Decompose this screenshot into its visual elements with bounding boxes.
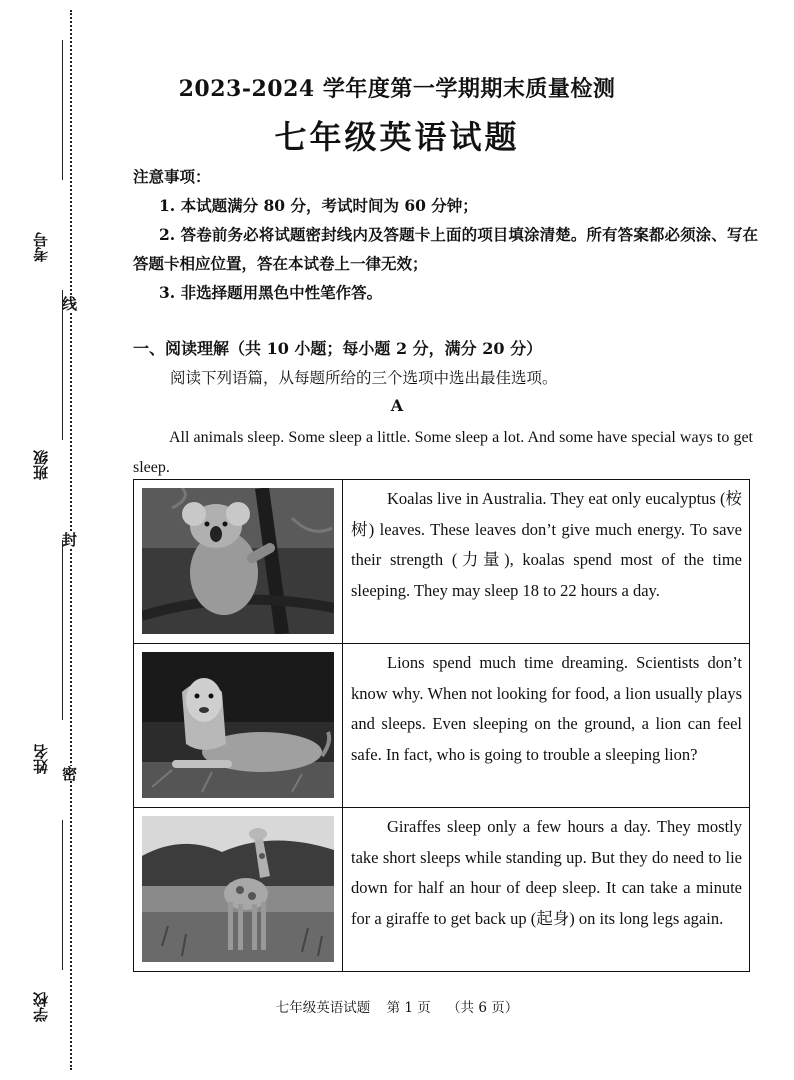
animal-table xyxy=(133,479,750,972)
giraffe-paragraph: Giraffes sleep only a few hours a day. They mostly take short sleeps while standing up. But they do need to lie down for half an hour of deep sleep. It can take a minute for a giraffe to get back up (起身) on its long legs again. xyxy=(351,817,742,928)
notes-item-1: 1. 本试题满分 80 分，考试时间为 60 分钟； xyxy=(159,196,478,215)
school-label: 学校 xyxy=(32,992,50,1022)
table-row xyxy=(134,808,750,972)
school-underline xyxy=(62,820,63,970)
giraffe-photo-cell xyxy=(134,808,343,972)
exam-title-line1: 2023-2024 学年度第一学期期末质量检测 xyxy=(178,76,616,102)
name-label: 姓名 xyxy=(32,744,50,774)
giraffe-text-cell xyxy=(343,808,750,972)
class-underline xyxy=(62,290,63,440)
passage-label: A xyxy=(390,396,404,415)
giraffe-photo xyxy=(142,816,334,962)
exam-notes xyxy=(133,162,758,307)
section-heading: 一、阅读理解（共 10 小题；每小题 2 分，满分 20 分） xyxy=(133,339,543,358)
lion-paragraph: Lions spend much time dreaming. Scientists don’t know why. When not looking for food, a lion usually plays and sleeps. Even sleeping on the ground, a lion can feel safe. In fact, who is going to trouble a sleeping lion? xyxy=(351,653,742,764)
exam-number-label: 考号 xyxy=(32,232,50,262)
seal-char-line: 线 xyxy=(60,296,78,311)
lion-photo-cell xyxy=(134,644,343,808)
table-row xyxy=(134,480,750,644)
koala-photo xyxy=(142,488,334,634)
lion-photo xyxy=(142,652,334,798)
notes-item-3: 3. 非选择题用黑色中性笔作答。 xyxy=(159,283,383,302)
name-field[interactable] xyxy=(22,540,56,800)
footer-total: （共 6 页） xyxy=(447,1000,519,1016)
class-label: 班级 xyxy=(32,450,50,480)
name-underline xyxy=(62,540,63,720)
lion-text-cell xyxy=(343,644,750,808)
exam-number-underline xyxy=(62,40,63,180)
page-footer xyxy=(0,996,794,1016)
notes-heading: 注意事项： xyxy=(133,167,211,186)
exam-title-line2: 七年级英语试题 xyxy=(274,118,520,156)
koala-photo-cell xyxy=(134,480,343,644)
table-row xyxy=(134,644,750,808)
seal-char-secret: 密 xyxy=(60,766,78,781)
footer-page: 第 1 页 xyxy=(386,1000,431,1016)
koala-paragraph: Koalas live in Australia. They eat only eucalyptus (桉树) leaves. These leaves don’t give much energy. To save their strength (力量), koalas spend most of the time sleeping. They may sleep 18 to 22 hours a day. xyxy=(351,489,742,600)
notes-item-2: 2. 答卷前务必将试题密封线内及答题卡上面的项目填涂清楚。所有答案都必须涂、写在答题卡相应位置，答在本试卷上一律无效； xyxy=(133,225,758,273)
passage-intro: All animals sleep. Some sleep a little. Some sleep a lot. And some have special ways to get sleep. xyxy=(133,429,753,476)
section-instruction: 阅读下列语篇，从每题所给的三个选项中选出最佳选项。 xyxy=(170,369,558,387)
footer-title: 七年级英语试题 xyxy=(275,1000,371,1016)
koala-text-cell xyxy=(343,480,750,644)
seal-char-seal: 封 xyxy=(60,532,78,547)
class-field[interactable] xyxy=(22,290,56,500)
